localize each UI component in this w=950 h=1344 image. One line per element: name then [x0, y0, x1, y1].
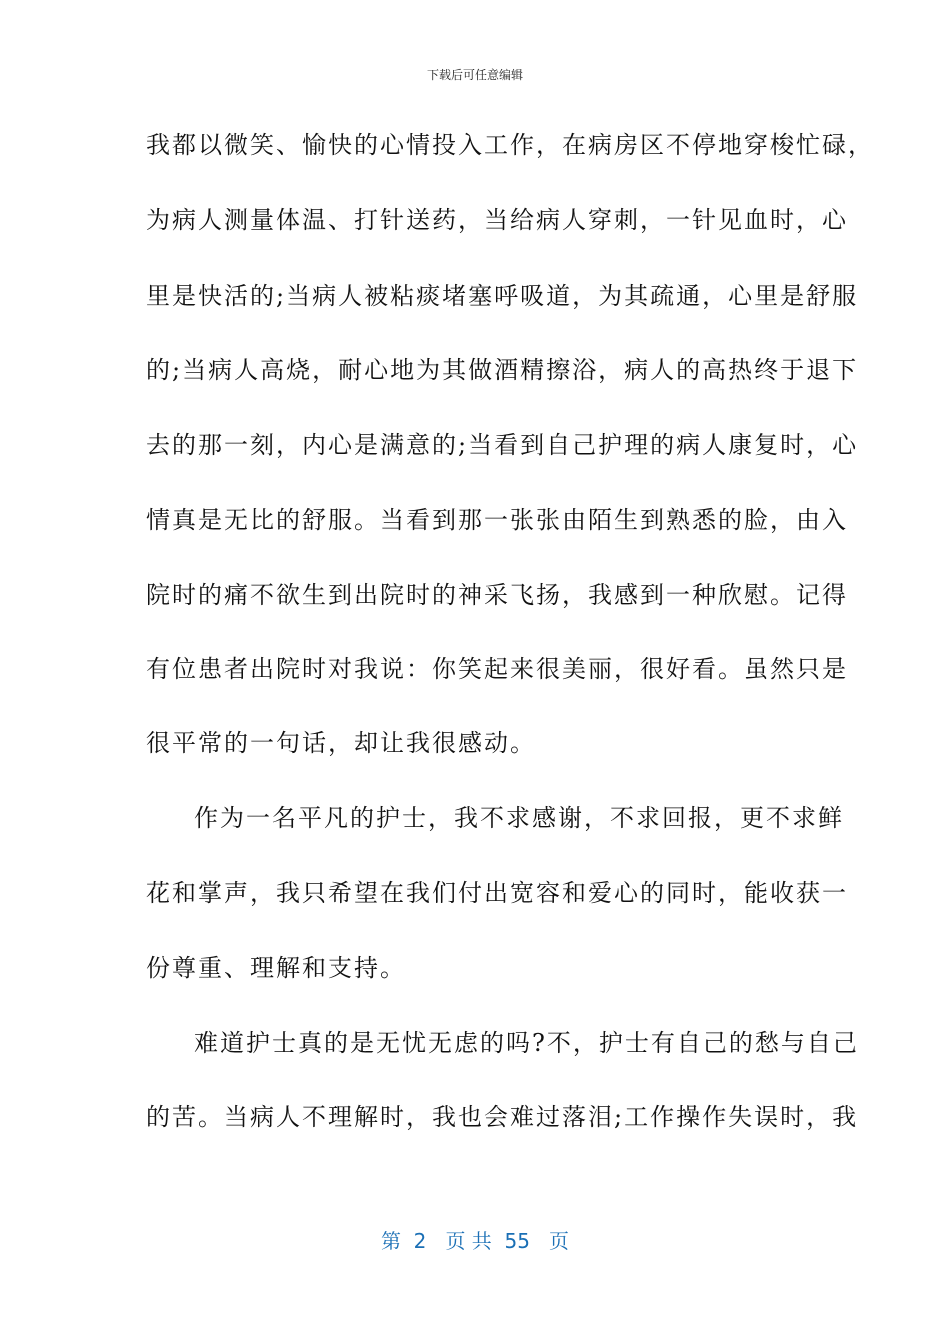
- text-line-1: 我都以微笑、愉快的心情投入工作，在病房区不停地穿梭忙碌，: [146, 131, 874, 159]
- page-header-note: 下载后可任意编辑: [426, 68, 523, 82]
- text-line-9: 很平常的一句话，却让我很感动。: [146, 729, 536, 757]
- text-line-13: 难道护士真的是无忧无虑的吗?不，护士有自己的愁与自己: [194, 1029, 859, 1057]
- text-line-3: 里是快活的;当病人被粘痰堵塞呼吸道，为其疏通，心里是舒服: [146, 282, 859, 310]
- text-line-11: 花和掌声，我只希望在我们付出宽容和爱心的同时，能收获一: [146, 879, 848, 907]
- text-line-7: 院时的痛不欲生到出院时的神采飞扬，我感到一种欣慰。记得: [146, 581, 848, 609]
- text-line-4: 的;当病人高烧，耐心地为其做酒精擦浴，病人的高热终于退下: [146, 356, 859, 384]
- text-line-8: 有位患者出院时对我说：你笑起来很美丽，很好看。虽然只是: [146, 655, 848, 683]
- text-line-14: 的苦。当病人不理解时，我也会难过落泪;工作操作失误时，我: [146, 1103, 859, 1131]
- text-line-12: 份尊重、理解和支持。: [146, 954, 406, 982]
- text-line-2: 为病人测量体温、打针送药，当给病人穿刺，一针见血时，心: [146, 206, 848, 234]
- page-footer: 第 2 页 共 55 页: [380, 1229, 570, 1253]
- text-line-10: 作为一名平凡的护士，我不求感谢，不求回报，更不求鲜: [194, 804, 844, 832]
- text-line-5: 去的那一刻，内心是满意的;当看到自己护理的病人康复时，心: [146, 431, 859, 459]
- text-line-6: 情真是无比的舒服。当看到那一张张由陌生到熟悉的脸，由入: [146, 506, 848, 534]
